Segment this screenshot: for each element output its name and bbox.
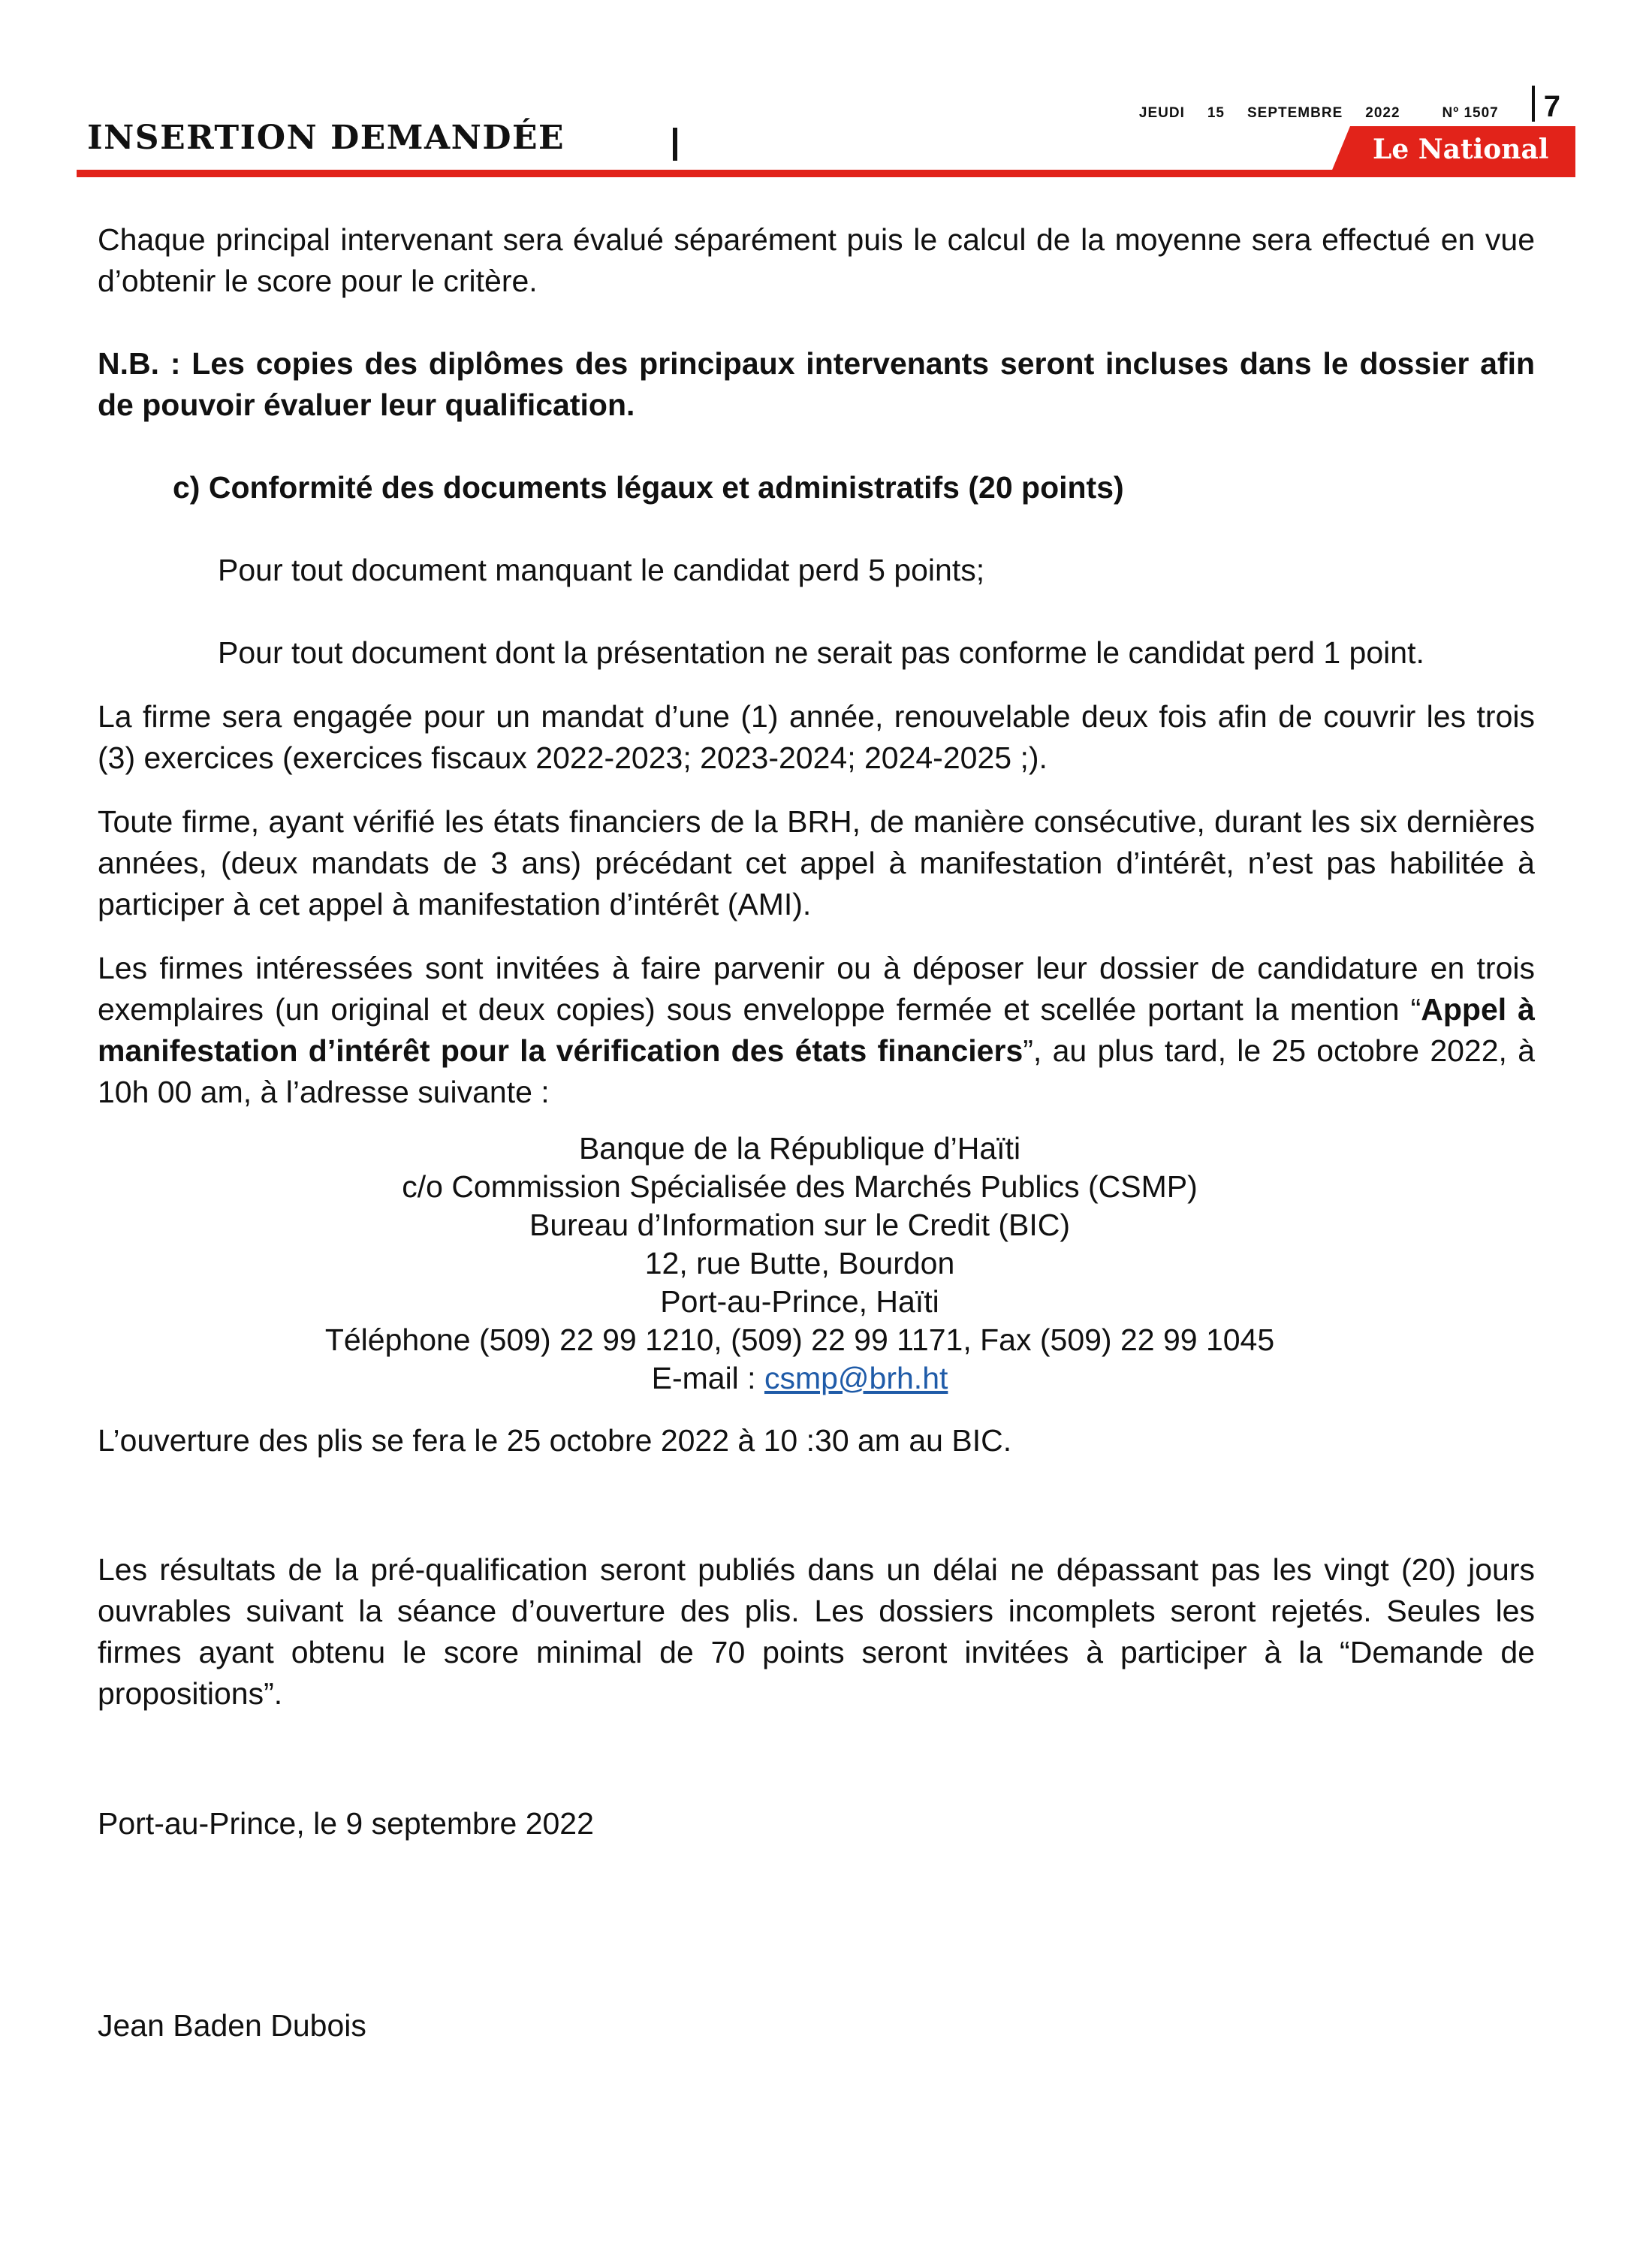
address-block	[98, 1130, 1502, 1398]
submission-text-start: Les firmes intéressées sont invitées à faire parvenir ou à déposer leur dossier de candidature en trois exemplaires (un original et deux copies) sous enveloppe fermée et scellée portant la mention “	[98, 951, 1535, 1027]
rule-nonconforming-document: Pour tout document dont la présentation ne serait pas conforme le candidat perd 1 point.	[218, 635, 1424, 670]
header-red-rule	[77, 170, 1575, 177]
notice-body	[98, 219, 1535, 2046]
submission-text-end: ”, au plus tard, le 25 octobre 2022, à 10h 00 am, à l’adresse suivante :	[98, 1033, 1535, 1109]
issue-number: Nº 1507	[1442, 105, 1499, 121]
email-link[interactable]: csmp@brh.ht	[764, 1361, 948, 1395]
place-and-date: Port-au-Prince, le 9 septembre 2022	[98, 1806, 594, 1841]
issue-info	[1117, 86, 1560, 122]
address-line-commission: c/o Commission Spécialisée des Marchés Publics (CSMP)	[402, 1169, 1198, 1204]
page-number: 7	[1543, 90, 1560, 123]
paragraph-results: Les résultats de la pré-qualification seront publiés dans un délai ne dépassant pas les vingt (20) jours ouvrables suivant la séance d’ouverture des plis. Les dossiers incomplets seront rejetés. Seules les firmes ayant obtenu le score minimal de 70 points seront invitées à participer à la “Demande de propositions”.	[98, 1552, 1535, 1711]
newspaper-name: Le National	[1373, 134, 1549, 165]
email-label: E-mail :	[651, 1361, 764, 1395]
issue-month: SEPTEMBRE	[1247, 105, 1343, 121]
address-line-email	[98, 1359, 1502, 1398]
paragraph-submission	[98, 948, 1535, 1113]
address-line-bank: Banque de la République d’Haïti	[578, 1131, 1021, 1166]
paragraph-opening: L’ouverture des plis se fera le 25 octobre 2022 à 10 :30 am au BIC.	[98, 1423, 1012, 1458]
address-line-city: Port-au-Prince, Haïti	[660, 1284, 939, 1319]
paragraph-exclusion: Toute firme, ayant vérifié les états financiers de la BRH, de manière consécutive, durant les six dernières années, (deux mandats de 3 ans) précédant cet appel à manifestation d’intérêt, n’est pas habilitée à participer à cet appel à manifestation d’intérêt (AMI).	[98, 804, 1535, 921]
issue-year: 2022	[1365, 105, 1400, 121]
paragraph-evaluation: Chaque principal intervenant sera évalué séparément puis le calcul de la moyenne sera effectué en vue d’obtenir le score pour le critère.	[98, 222, 1535, 298]
signatory-name: Jean Baden Dubois	[98, 2008, 366, 2043]
criterion-c-heading: c) Conformité des documents légaux et administratifs (20 points)	[173, 470, 1124, 505]
submission-mention: Appel à manifestation d’intérêt pour la vérification des états financiers	[98, 992, 1535, 1068]
issue-date-number: 15	[1207, 105, 1225, 121]
section-title: INSERTION DEMANDÉE	[87, 119, 565, 157]
rule-missing-document: Pour tout document manquant le candidat perd 5 points;	[218, 553, 985, 587]
address-line-bureau: Bureau d’Information sur le Credit (BIC)	[529, 1208, 1071, 1242]
paragraph-nb: N.B. : Les copies des diplômes des principaux intervenants seront incluses dans le dossier afin de pouvoir évaluer leur qualification.	[98, 346, 1535, 422]
address-line-street: 12, rue Butte, Bourdon	[644, 1246, 955, 1280]
address-line-phone: Téléphone (509) 22 99 1210, (509) 22 99 1171, Fax (509) 22 99 1045	[324, 1323, 1275, 1357]
section-title-divider	[673, 128, 677, 161]
paragraph-mandate: La firme sera engagée pour un mandat d’une (1) année, renouvelable deux fois afin de couvrir les trois (3) exercices (exercices fiscaux 2022-2023; 2023-2024; 2024-2025 ;).	[98, 699, 1535, 775]
issue-day: JEUDI	[1138, 105, 1185, 121]
page-number-divider	[1532, 86, 1535, 122]
